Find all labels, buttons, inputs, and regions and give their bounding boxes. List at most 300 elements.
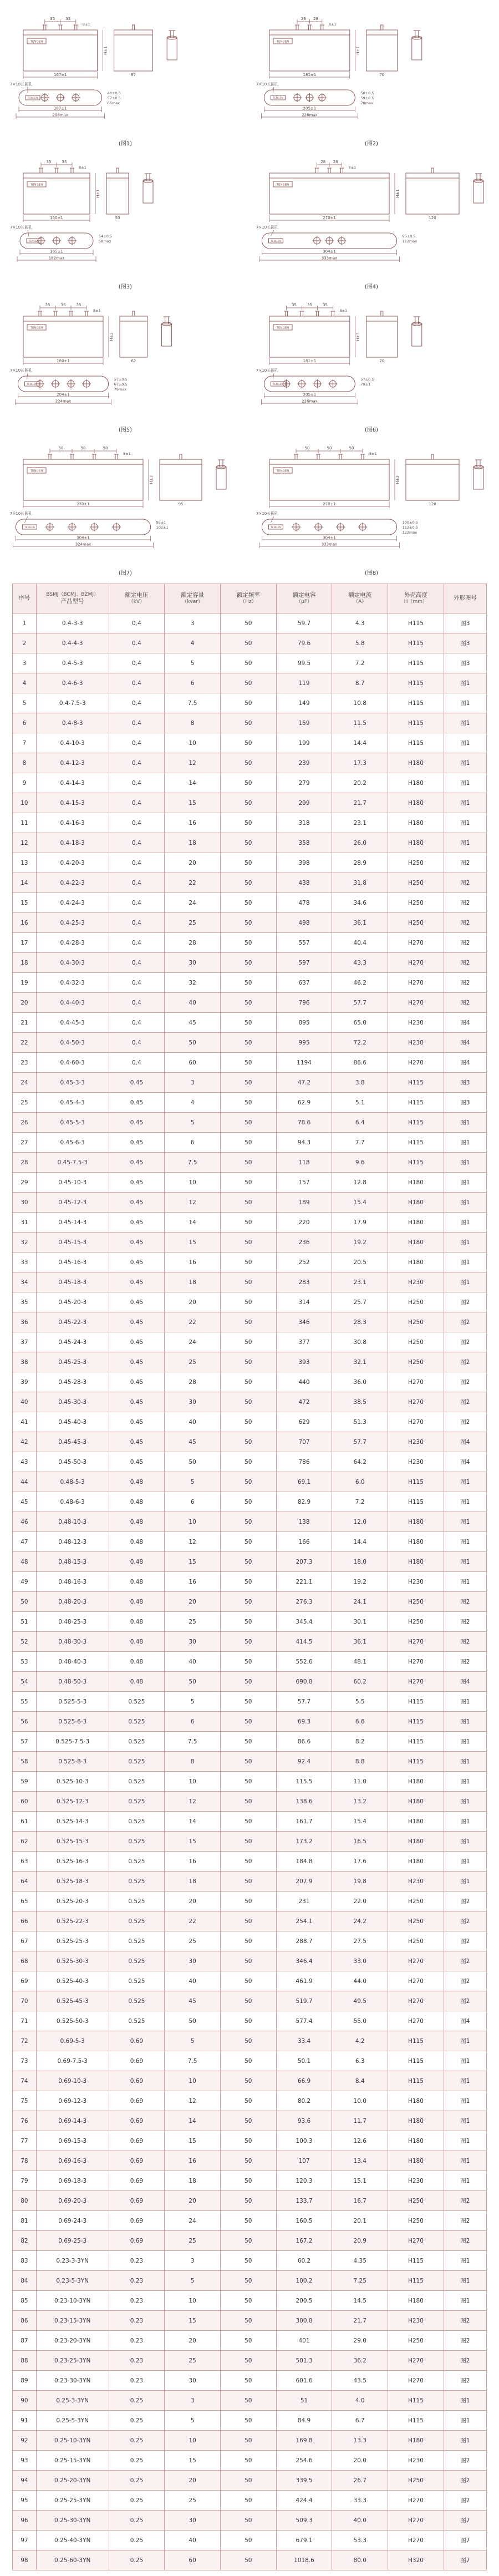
figure-ref-cell[interactable]: 图4 xyxy=(444,1432,486,1452)
voltage-cell: 0.4 xyxy=(109,1053,165,1073)
brand-logo: TENGEN xyxy=(30,40,43,44)
figure-ref-cell[interactable]: 图2 xyxy=(444,2451,486,2471)
capacity-cell: 30 xyxy=(165,2511,221,2531)
figure-ref-cell[interactable]: 图2 xyxy=(444,1612,486,1632)
height-cell: H115 xyxy=(388,693,444,713)
figure-ref-cell[interactable]: 图1 xyxy=(444,2071,486,2091)
table-row xyxy=(13,2471,487,2491)
figure-ref-cell[interactable]: 图3 xyxy=(444,1073,486,1093)
height-cell: H115 xyxy=(388,613,444,633)
height-cell: H180 xyxy=(388,1213,444,1233)
figure-ref-cell[interactable]: 图2 xyxy=(444,1911,486,1931)
current-cell: 12.0 xyxy=(332,1512,388,1532)
front-view xyxy=(23,168,90,214)
figure-ref-cell[interactable]: 图1 xyxy=(444,1812,486,1832)
figure-ref-cell[interactable]: 图3 xyxy=(444,653,486,673)
capacitance-cell: 299 xyxy=(276,793,332,813)
figure-ref-cell[interactable]: 图1 xyxy=(444,1532,486,1552)
model-cell: 0.4-30-3 xyxy=(36,953,109,973)
figure-ref-cell[interactable]: 图2 xyxy=(444,1592,486,1612)
height-cell: H180 xyxy=(388,833,444,853)
capacitance-cell: 1018.6 xyxy=(276,2550,332,2570)
seq-cell: 86 xyxy=(13,2311,37,2331)
figure-ref-cell[interactable]: 图2 xyxy=(444,2331,486,2351)
figure-ref-cell[interactable]: 图2 xyxy=(444,1332,486,1352)
figure-ref-cell[interactable]: 图1 xyxy=(444,1832,486,1852)
dimension-lines xyxy=(261,306,358,405)
model-cell: 0.525-22-3 xyxy=(36,1911,109,1931)
figure-ref-cell[interactable]: 图1 xyxy=(444,2271,486,2291)
capacity-cell: 3 xyxy=(165,2251,221,2271)
voltage-cell: 0.23 xyxy=(109,2311,165,2331)
table-row xyxy=(13,2391,487,2411)
side-view xyxy=(106,168,129,214)
figure-ref-cell[interactable]: 图3 xyxy=(444,613,486,633)
figure-ref-cell[interactable]: 图1 xyxy=(444,1792,486,1812)
current-cell: 11.0 xyxy=(332,1772,388,1792)
seq-cell: 3 xyxy=(13,653,37,673)
outline-drawing xyxy=(251,150,492,292)
terminal-stud xyxy=(285,311,287,316)
dimension-label: 8±1 xyxy=(123,452,131,456)
figure-ref-cell[interactable]: 图1 xyxy=(444,2091,486,2111)
current-cell: 11.5 xyxy=(332,713,388,733)
frequency-cell: 50 xyxy=(220,1093,276,1113)
figure-ref-cell[interactable]: 图1 xyxy=(444,793,486,813)
model-cell: 0.69-18-3 xyxy=(36,2171,109,2191)
capacitance-cell: 94.3 xyxy=(276,1133,332,1153)
figure-ref-cell[interactable]: 图1 xyxy=(444,2111,486,2131)
seq-cell: 58 xyxy=(13,1752,37,1772)
figure-ref-cell[interactable]: 图2 xyxy=(444,1352,486,1372)
figure-ref-cell[interactable]: 图1 xyxy=(444,833,486,853)
brand-logo: TENGEN xyxy=(271,526,281,529)
figure-ref-cell[interactable]: 图1 xyxy=(444,1512,486,1532)
figure-ref-cell[interactable]: 图2 xyxy=(444,1931,486,1951)
seq-cell: 37 xyxy=(13,1332,37,1352)
figure-ref-cell[interactable]: 图1 xyxy=(444,713,486,733)
figure-ref-cell[interactable]: 图1 xyxy=(444,1692,486,1712)
model-cell: 0.25-5-3YN xyxy=(36,2411,109,2431)
seq-cell: 48 xyxy=(13,1552,37,1572)
height-cell: H270 xyxy=(388,1053,444,1073)
table-header-row xyxy=(13,584,487,613)
height-cell: H230 xyxy=(388,1432,444,1452)
capacity-cell: 14 xyxy=(165,1812,221,1832)
height-cell: H180 xyxy=(388,2291,444,2311)
model-cell: 0.69-20-3 xyxy=(36,2191,109,2211)
current-cell: 9.6 xyxy=(332,1153,388,1173)
model-cell: 0.45-16-3 xyxy=(36,1252,109,1272)
figure-ref-cell[interactable]: 图1 xyxy=(444,1752,486,1772)
figure-ref-cell[interactable]: 图1 xyxy=(444,1213,486,1233)
height-cell: H115 xyxy=(388,1692,444,1712)
current-cell: 44.0 xyxy=(332,1971,388,1991)
dimension-label: 205±1 xyxy=(303,392,317,397)
figure-ref-cell[interactable]: 图2 xyxy=(444,2211,486,2231)
current-cell: 7.25 xyxy=(332,2271,388,2291)
frequency-cell: 50 xyxy=(220,1732,276,1752)
seq-cell: 85 xyxy=(13,2291,37,2311)
model-cell: 0.4-10-3 xyxy=(36,733,109,753)
capacity-cell: 6 xyxy=(165,673,221,693)
voltage-cell: 0.69 xyxy=(109,2191,165,2211)
voltage-cell: 0.4 xyxy=(109,913,165,933)
figure-ref-cell[interactable]: 图2 xyxy=(444,1372,486,1392)
figure-ref-cell[interactable]: 图2 xyxy=(444,1412,486,1432)
capacitance-cell: 252 xyxy=(276,1252,332,1272)
capacity-cell: 60 xyxy=(165,2550,221,2570)
seq-cell: 46 xyxy=(13,1512,37,1532)
outline-drawing xyxy=(251,293,492,435)
capacity-cell: 10 xyxy=(165,1772,221,1792)
model-cell: 0.25-40-3YN xyxy=(36,2531,109,2550)
height-cell: H270 xyxy=(388,953,444,973)
model-cell: 0.4-50-3 xyxy=(36,1033,109,1053)
table-row xyxy=(13,2251,487,2271)
figure-ref-cell[interactable]: 图2 xyxy=(444,953,486,973)
figure-caption: (图7) xyxy=(118,570,133,576)
frequency-cell: 50 xyxy=(220,1832,276,1852)
voltage-cell: 0.45 xyxy=(109,1332,165,1352)
figure-ref-cell[interactable]: 图1 xyxy=(444,2171,486,2191)
table-row xyxy=(13,773,487,793)
height-cell: H115 xyxy=(388,2411,444,2431)
figure-ref-cell[interactable]: 图1 xyxy=(444,2291,486,2311)
dimension-label: 67±0.5 xyxy=(114,382,128,387)
figure-ref-cell[interactable]: 图1 xyxy=(444,2051,486,2071)
figure-ref-cell[interactable]: 图1 xyxy=(444,1712,486,1732)
height-cell: H115 xyxy=(388,2031,444,2051)
height-cell: H230 xyxy=(388,2171,444,2191)
table-row xyxy=(13,1832,487,1852)
terminal-stud xyxy=(85,311,88,316)
brand-logo: TENGEN xyxy=(276,326,289,330)
dimension-label: 226max xyxy=(302,399,318,404)
current-cell: 6.6 xyxy=(332,1712,388,1732)
figure-ref-cell[interactable]: 图1 xyxy=(444,2431,486,2451)
figure-ref-cell[interactable]: 图3 xyxy=(444,1093,486,1113)
voltage-cell: 0.4 xyxy=(109,713,165,733)
seq-cell: 34 xyxy=(13,1272,37,1292)
figure-ref-cell[interactable]: 图1 xyxy=(444,1732,486,1752)
capacity-cell: 3 xyxy=(165,613,221,633)
figure-ref-cell[interactable]: 图7 xyxy=(444,2550,486,2570)
figure-ref-cell[interactable]: 图2 xyxy=(444,2491,486,2511)
figure-ref-cell[interactable]: 图1 xyxy=(444,2391,486,2411)
figure-ref-cell[interactable]: 图2 xyxy=(444,1892,486,1911)
figure-ref-cell[interactable]: 图1 xyxy=(444,1872,486,1892)
table-row xyxy=(13,1512,487,1532)
table-row xyxy=(13,1213,487,1233)
frequency-cell: 50 xyxy=(220,1173,276,1193)
dimension-label: 54±0.5 xyxy=(99,234,113,239)
figure-ref-cell[interactable]: 图4 xyxy=(444,1053,486,1073)
height-cell: H180 xyxy=(388,2431,444,2451)
capacity-cell: 50 xyxy=(165,1452,221,1472)
capacitance-cell: 169.8 xyxy=(276,2431,332,2451)
current-cell: 4.0 xyxy=(332,2391,388,2411)
brand-logo: TENGEN xyxy=(27,97,38,100)
capacitance-cell: 138.6 xyxy=(276,1792,332,1812)
figure-ref-cell[interactable]: 图1 xyxy=(444,2251,486,2271)
figure-ref-cell[interactable]: 图1 xyxy=(444,1113,486,1133)
height-cell: H270 xyxy=(388,1672,444,1692)
current-cell: 43.5 xyxy=(332,2371,388,2391)
figure-ref-cell[interactable]: 图2 xyxy=(444,1292,486,1312)
seq-cell: 44 xyxy=(13,1472,37,1492)
current-cell: 27.5 xyxy=(332,1931,388,1951)
table-row xyxy=(13,1153,487,1173)
figure-ref-cell[interactable]: 图1 xyxy=(444,2031,486,2051)
capacity-cell: 24 xyxy=(165,893,221,913)
figure-ref-cell[interactable]: 图1 xyxy=(444,1572,486,1592)
capacity-cell: 10 xyxy=(165,2431,221,2451)
seq-cell: 95 xyxy=(13,2491,37,2511)
table-row xyxy=(13,873,487,893)
figure-ref-cell[interactable]: 图7 xyxy=(444,2511,486,2531)
figure-ref-cell[interactable]: 图4 xyxy=(444,1452,486,1472)
current-cell: 53.3 xyxy=(332,2531,388,2550)
current-cell: 15.4 xyxy=(332,1193,388,1213)
figure-ref-cell[interactable]: 图1 xyxy=(444,1133,486,1153)
current-cell: 36.1 xyxy=(332,1632,388,1652)
frequency-cell: 50 xyxy=(220,1233,276,1252)
figure-ref-cell[interactable]: 图1 xyxy=(444,1852,486,1872)
figure-ref-cell[interactable]: 图1 xyxy=(444,2131,486,2151)
figure-ref-cell[interactable]: 图2 xyxy=(444,2471,486,2491)
height-cell: H270 xyxy=(388,1951,444,1971)
figure-ref-cell[interactable]: 图2 xyxy=(444,933,486,953)
seq-cell: 25 xyxy=(13,1093,37,1113)
seq-cell: 6 xyxy=(13,713,37,733)
model-cell: 0.525-14-3 xyxy=(36,1812,109,1832)
figure-ref-cell[interactable]: 图2 xyxy=(444,1632,486,1652)
current-cell: 7.2 xyxy=(332,653,388,673)
dimension-label: H±1 xyxy=(355,46,360,55)
model-cell: 0.23-3-3YN xyxy=(36,2251,109,2271)
figure-ref-cell[interactable]: 图1 xyxy=(444,1233,486,1252)
figure-ref-cell[interactable]: 图4 xyxy=(444,2011,486,2031)
frequency-cell: 50 xyxy=(220,1033,276,1053)
figure-ref-cell[interactable]: 图1 xyxy=(444,693,486,713)
figure-ref-cell[interactable]: 图1 xyxy=(444,673,486,693)
table-row xyxy=(13,1812,487,1832)
dimension-label: 35 xyxy=(46,160,52,164)
frequency-cell: 50 xyxy=(220,873,276,893)
figure-ref-cell[interactable]: 图2 xyxy=(444,873,486,893)
side-view xyxy=(366,25,398,71)
height-cell: H180 xyxy=(388,1512,444,1532)
figure-ref-cell[interactable]: 图1 xyxy=(444,1492,486,1512)
height-cell: H270 xyxy=(388,1372,444,1392)
frequency-cell: 50 xyxy=(220,693,276,713)
capacitance-cell: 401 xyxy=(276,2331,332,2351)
height-cell: H180 xyxy=(388,1812,444,1832)
model-cell: 0.45-18-3 xyxy=(36,1272,109,1292)
dimension-label: H±3 xyxy=(355,332,360,341)
dimension-label: H±3 xyxy=(149,475,154,484)
voltage-cell: 0.525 xyxy=(109,1892,165,1911)
terminal-stud xyxy=(328,168,330,173)
voltage-cell: 0.4 xyxy=(109,633,165,653)
model-cell: 0.45-40-3 xyxy=(36,1412,109,1432)
figure-ref-cell[interactable]: 图4 xyxy=(444,1033,486,1053)
height-cell: H180 xyxy=(388,1233,444,1252)
figure-ref-cell[interactable]: 图1 xyxy=(444,1472,486,1492)
header-height-label: 外壳高度 xyxy=(404,591,427,599)
dimension-lines xyxy=(16,19,105,119)
capacitance-cell: 79.6 xyxy=(276,633,332,653)
mounting-plate-view xyxy=(262,233,396,249)
side-view xyxy=(114,25,153,71)
terminal-stud xyxy=(93,454,95,459)
seq-cell: 8 xyxy=(13,753,37,773)
model-cell: 0.45-12-3 xyxy=(36,1193,109,1213)
capacitance-cell: 78.6 xyxy=(276,1113,332,1133)
current-cell: 38.5 xyxy=(332,1392,388,1412)
voltage-cell: 0.69 xyxy=(109,2071,165,2091)
dimension-label: 57±0.5 xyxy=(107,96,121,100)
height-cell: H250 xyxy=(388,1592,444,1612)
capacitance-cell: 167.2 xyxy=(276,2231,332,2251)
figure-ref-cell[interactable]: 图1 xyxy=(444,1252,486,1272)
figure-ref-cell[interactable]: 图2 xyxy=(444,853,486,873)
table-row xyxy=(13,2191,487,2211)
figure-ref-cell[interactable]: 图1 xyxy=(444,2411,486,2431)
frequency-cell: 50 xyxy=(220,773,276,793)
model-cell: 0.48-15-3 xyxy=(36,1552,109,1572)
bushing-detail xyxy=(412,31,422,60)
figure-ref-cell[interactable]: 图2 xyxy=(444,913,486,933)
figure-ref-cell[interactable]: 图1 xyxy=(444,1272,486,1292)
current-cell: 20.5 xyxy=(332,1252,388,1272)
dimension-label: 100±0.5 xyxy=(402,520,418,525)
height-cell: H270 xyxy=(388,1632,444,1652)
figure-ref-cell[interactable]: 图1 xyxy=(444,753,486,773)
frequency-cell: 50 xyxy=(220,1113,276,1133)
figure-ref-cell[interactable]: 图2 xyxy=(444,1312,486,1332)
dimension-label: 165±1 xyxy=(50,249,63,254)
frequency-cell: 50 xyxy=(220,1892,276,1911)
figure-ref-cell[interactable]: 图7 xyxy=(444,2531,486,2550)
figure-ref-cell[interactable]: 图1 xyxy=(444,813,486,833)
figure-ref-cell[interactable]: 图2 xyxy=(444,2191,486,2211)
model-cell: 0.45-25-3 xyxy=(36,1352,109,1372)
dimension-label: 57±0.5 xyxy=(114,377,128,382)
voltage-cell: 0.69 xyxy=(109,2131,165,2151)
frequency-cell: 50 xyxy=(220,2171,276,2191)
terminal-stud xyxy=(332,311,334,316)
figure-ref-cell[interactable]: 图2 xyxy=(444,2351,486,2371)
height-cell: H270 xyxy=(388,1392,444,1412)
figure-ref-cell[interactable]: 图2 xyxy=(444,973,486,993)
table-row xyxy=(13,1712,487,1732)
current-cell: 60.2 xyxy=(332,1672,388,1692)
current-cell: 14.5 xyxy=(332,2291,388,2311)
seq-cell: 31 xyxy=(13,1213,37,1233)
frequency-cell: 50 xyxy=(220,913,276,933)
table-row xyxy=(13,1372,487,1392)
model-cell: 0.25-3-3YN xyxy=(36,2391,109,2411)
model-cell: 0.4-4-3 xyxy=(36,633,109,653)
current-cell: 4.35 xyxy=(332,2251,388,2271)
capacitance-cell: 377 xyxy=(276,1332,332,1352)
figure-ref-cell[interactable]: 图1 xyxy=(444,2151,486,2171)
seq-cell: 66 xyxy=(13,1911,37,1931)
figure-ref-cell[interactable]: 图1 xyxy=(444,1552,486,1572)
figure-ref-cell[interactable]: 图2 xyxy=(444,1652,486,1672)
figure-ref-cell[interactable]: 图2 xyxy=(444,1971,486,1991)
figure-ref-cell[interactable]: 图4 xyxy=(444,1672,486,1692)
voltage-cell: 0.525 xyxy=(109,1951,165,1971)
capacitance-cell: 254.6 xyxy=(276,2451,332,2471)
model-cell: 0.45-22-3 xyxy=(36,1312,109,1332)
figure-ref-cell[interactable]: 图2 xyxy=(444,1392,486,1412)
figure-ref-cell[interactable]: 图2 xyxy=(444,2311,486,2331)
capacitance-cell: 92.4 xyxy=(276,1752,332,1772)
current-cell: 48.1 xyxy=(332,1652,388,1672)
seq-cell: 61 xyxy=(13,1812,37,1832)
figure-ref-cell[interactable]: 图3 xyxy=(444,633,486,653)
current-cell: 7.2 xyxy=(332,1492,388,1512)
dimension-label: 120 xyxy=(429,502,436,506)
height-cell: H320 xyxy=(388,2550,444,2570)
seq-cell: 36 xyxy=(13,1312,37,1332)
model-cell: 0.69-25-3 xyxy=(36,2231,109,2251)
header-voltage xyxy=(109,584,165,613)
figure-ref-cell[interactable]: 图1 xyxy=(444,1772,486,1792)
header-capacitance xyxy=(276,584,332,613)
capacitance-cell: 786 xyxy=(276,1452,332,1472)
seq-cell: 40 xyxy=(13,1392,37,1412)
figure-ref-cell[interactable]: 图1 xyxy=(444,1173,486,1193)
height-cell: H270 xyxy=(388,2011,444,2031)
figure-ref-cell[interactable]: 图2 xyxy=(444,893,486,913)
model-cell: 0.25-15-3YN xyxy=(36,2451,109,2471)
figure-ref-cell[interactable]: 图1 xyxy=(444,773,486,793)
terminal-stud xyxy=(316,168,318,173)
figure-ref-cell[interactable]: 图1 xyxy=(444,1153,486,1173)
figure-ref-cell[interactable]: 图2 xyxy=(444,1951,486,1971)
figure-ref-cell[interactable]: 图1 xyxy=(444,1193,486,1213)
figure-ref-cell[interactable]: 图2 xyxy=(444,1991,486,2011)
height-cell: H270 xyxy=(388,973,444,993)
voltage-cell: 0.45 xyxy=(109,1452,165,1472)
figure-ref-cell[interactable]: 图2 xyxy=(444,2231,486,2251)
seq-cell: 96 xyxy=(13,2511,37,2531)
dimension-label: 62 xyxy=(131,359,136,363)
current-cell: 65.0 xyxy=(332,1013,388,1033)
figure-ref-cell[interactable]: 图2 xyxy=(444,2371,486,2391)
header-frequency-unit: （Hz） xyxy=(240,599,257,605)
voltage-cell: 0.45 xyxy=(109,1073,165,1093)
voltage-cell: 0.25 xyxy=(109,2491,165,2511)
seq-cell: 47 xyxy=(13,1532,37,1552)
figure-ref-cell[interactable]: 图4 xyxy=(444,1013,486,1033)
figure-ref-cell[interactable]: 图2 xyxy=(444,993,486,1013)
table-row xyxy=(13,2071,487,2091)
model-cell: 0.4-8-3 xyxy=(36,713,109,733)
capacitance-cell: 157 xyxy=(276,1173,332,1193)
height-cell: H250 xyxy=(388,1931,444,1951)
front-view xyxy=(23,454,143,500)
frequency-cell: 50 xyxy=(220,1332,276,1352)
hole-note: 7×10长圆孔 xyxy=(256,368,279,373)
current-cell: 6.7 xyxy=(332,2411,388,2431)
voltage-cell: 0.45 xyxy=(109,1312,165,1332)
figure-ref-cell[interactable]: 图1 xyxy=(444,733,486,753)
